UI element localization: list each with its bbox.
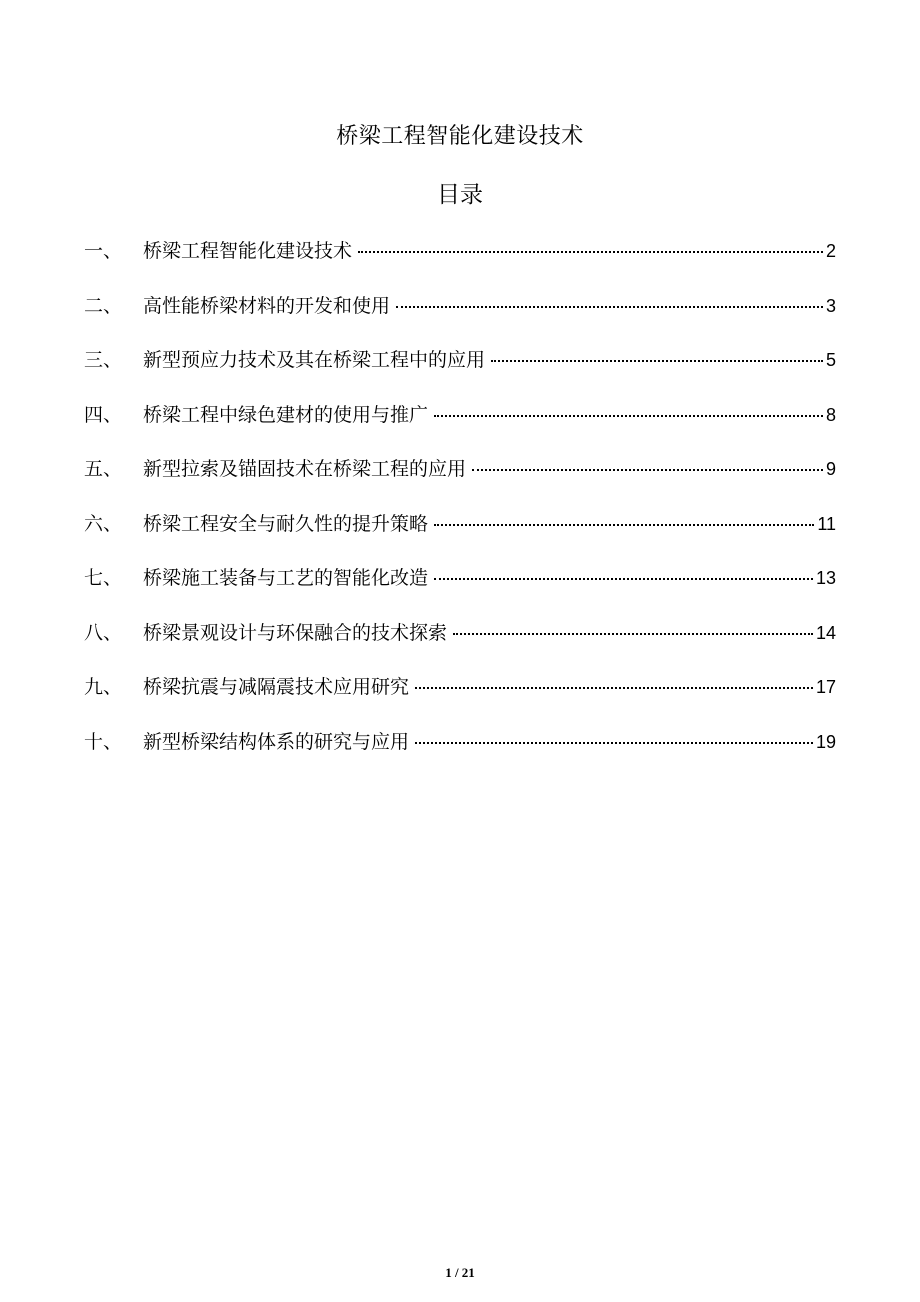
toc-heading: 目录 — [437, 182, 483, 208]
toc-entry[interactable] — [84, 234, 836, 289]
toc-entry[interactable] — [84, 670, 836, 725]
toc-entry-page: 3 — [825, 295, 836, 316]
toc-dot-leader — [396, 305, 823, 308]
toc-entry[interactable] — [84, 452, 836, 507]
toc-entry-page: 11 — [817, 513, 836, 534]
toc-entry-title: 桥梁工程中绿色建材的使用与推广 — [143, 403, 429, 426]
toc-entry-page: 13 — [815, 568, 836, 588]
toc-entry[interactable] — [84, 616, 836, 671]
toc-entry-number: 一、 — [84, 240, 123, 262]
toc-dot-leader — [434, 523, 814, 526]
toc-dot-leader — [434, 414, 823, 417]
toc-dot-leader — [415, 741, 813, 744]
document-title: 桥梁工程智能化建设技术 — [336, 124, 584, 149]
toc-entry-number: 四、 — [84, 403, 123, 426]
toc-entry-title: 桥梁景观设计与环保融合的技术探索 — [143, 621, 448, 644]
toc-dot-leader — [415, 686, 813, 689]
toc-entry[interactable] — [84, 561, 836, 616]
toc-dot-leader — [453, 632, 813, 635]
toc-dot-leader — [358, 250, 823, 253]
toc-entry[interactable] — [84, 725, 836, 780]
toc-entry-page: 9 — [825, 459, 836, 479]
toc-entry-title: 桥梁抗震与减隔震技术应用研究 — [143, 676, 410, 698]
toc-entry-number: 二、 — [84, 294, 123, 317]
toc-entry-number: 十、 — [84, 730, 123, 753]
toc-dot-leader — [491, 359, 823, 362]
toc-entry-title: 桥梁工程智能化建设技术 — [143, 240, 353, 262]
toc-entry-page: 2 — [825, 241, 836, 261]
toc-dot-leader — [434, 577, 813, 580]
toc-dot-leader — [472, 468, 823, 471]
toc-entry-title: 新型拉索及锚固技术在桥梁工程的应用 — [143, 458, 467, 480]
toc-entry-title: 高性能桥梁材料的开发和使用 — [143, 294, 391, 317]
page-number-footer: 1 / 21 — [445, 1265, 475, 1280]
toc-entry-number: 七、 — [84, 567, 123, 589]
toc-entry-title: 桥梁施工装备与工艺的智能化改造 — [143, 567, 429, 589]
toc-entry-page: 8 — [825, 404, 836, 425]
toc-entry-number: 六、 — [84, 512, 123, 535]
table-of-contents — [84, 234, 836, 779]
toc-entry-number: 九、 — [84, 676, 123, 698]
toc-entry-number: 五、 — [84, 458, 123, 480]
toc-entry-title: 新型预应力技术及其在桥梁工程中的应用 — [143, 349, 486, 371]
toc-entry-title: 桥梁工程安全与耐久性的提升策略 — [143, 512, 429, 535]
toc-entry[interactable] — [84, 343, 836, 398]
toc-entry[interactable] — [84, 289, 836, 344]
toc-entry-page: 14 — [815, 622, 836, 643]
toc-entry-page: 5 — [825, 350, 836, 370]
toc-entry[interactable] — [84, 507, 836, 562]
toc-entry[interactable] — [84, 398, 836, 453]
toc-entry-page: 17 — [815, 677, 836, 697]
toc-entry-number: 三、 — [84, 349, 123, 371]
toc-entry-number: 八、 — [84, 621, 123, 644]
toc-entry-page: 19 — [815, 731, 836, 752]
toc-entry-title: 新型桥梁结构体系的研究与应用 — [143, 730, 410, 753]
